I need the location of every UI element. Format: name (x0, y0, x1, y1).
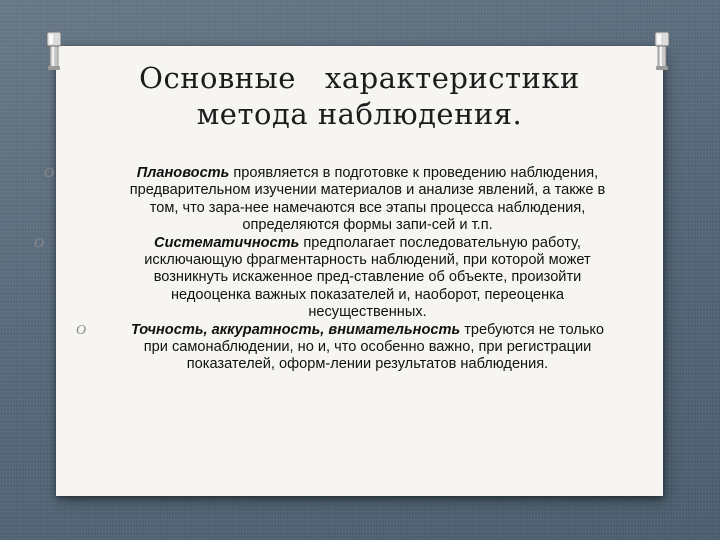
list-item (34, 234, 615, 322)
slide-title-line-1: Основные характеристики (139, 61, 580, 95)
bullet-list (34, 165, 615, 374)
bullet-icon: O (76, 322, 87, 338)
list-item (44, 165, 615, 235)
item-term: Точность, аккуратность, внимательность (130, 321, 461, 338)
item-text: предполагает последовательную работу, исключающую фрагментарность наблюдений, при которой может возникнуть искаженное пред-ставление об объекте, произойти недооценка важных показателей и, наоборот, переоценка несущественных. (144, 234, 591, 321)
item-text: требуются не только при самонаблюдении, но и, что особенно важно, при регистрации показателей, оформ-лении результатов наблюдения. (143, 321, 605, 373)
list-item (76, 321, 615, 374)
item-text: проявляется в подготовке к проведению наблюдения, предварительном изучении материалов и анализе явлений, а также в том, что зара-нее намечаются все этапы процесса наблюдения, определяются формы запи-сей и т.п. (129, 165, 606, 234)
item-term: Плановость (136, 165, 230, 181)
item-term: Систематичность (154, 234, 300, 251)
bullet-icon: O (44, 166, 55, 181)
slide-title-line-2: метода наблюдения. (196, 97, 523, 131)
slide-title (56, 60, 663, 132)
bullet-icon: O (34, 235, 45, 251)
